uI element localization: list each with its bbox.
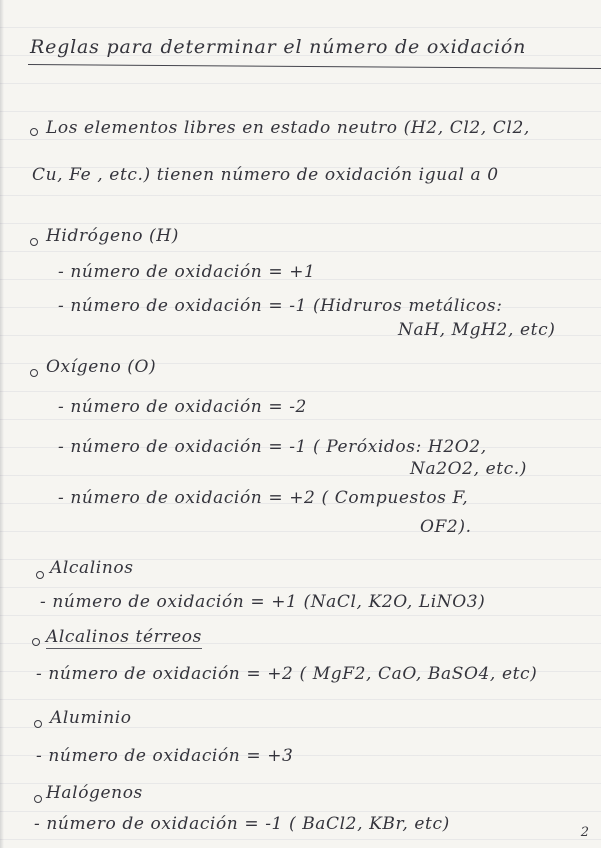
bullet-icon: [30, 238, 38, 246]
intro-line-1: Los elementos libres en estado neutro (H2, Cl2, Cl2,: [46, 118, 530, 138]
bullet-icon: [30, 369, 38, 377]
oxigeno-rule-2-continued: Na2O2, etc.): [410, 459, 528, 479]
aluminio-heading: Aluminio: [50, 708, 132, 728]
hidrogeno-heading: Hidrógeno (H): [46, 226, 179, 246]
intro-line-2: Cu, Fe , etc.) tienen número de oxidación igual a 0: [32, 165, 499, 185]
alcalinoterreos-heading-text: Alcalinos térreos: [46, 627, 202, 647]
bullet-icon: [34, 795, 42, 803]
page-fold-shadow: [0, 0, 4, 848]
alcalinoterreos-rule-1: - número de oxidación = +2 ( MgF2, CaO, BaSO4, etc): [36, 664, 538, 684]
page-title: Reglas para determinar el número de oxidación: [30, 36, 527, 58]
alcalinos-heading: Alcalinos: [50, 558, 134, 578]
bullet-icon: [32, 638, 40, 646]
oxigeno-rule-3: - número de oxidación = +2 ( Compuestos F,: [58, 488, 469, 508]
halogenos-rule-1: - número de oxidación = -1 ( BaCl2, KBr, etc): [34, 814, 450, 834]
alcalinoterreos-heading: [46, 627, 202, 647]
oxigeno-rule-3-continued: OF2).: [420, 517, 472, 537]
alcalinos-rule-1: - número de oxidación = +1 (NaCl, K2O, LiNO3): [40, 592, 486, 612]
hidrogeno-rule-2: - número de oxidación = -1 (Hidruros metálicos:: [58, 296, 503, 316]
oxigeno-rule-2: - número de oxidación = -1 ( Peróxidos: H2O2,: [58, 437, 487, 457]
oxigeno-heading: Oxígeno (O): [46, 357, 157, 377]
aluminio-rule-1: - número de oxidación = +3: [36, 746, 294, 766]
oxigeno-rule-1: - número de oxidación = -2: [58, 397, 307, 417]
bullet-icon: [36, 571, 44, 579]
bullet-icon: [30, 128, 38, 136]
hidrogeno-rule-2-continued: NaH, MgH2, etc): [398, 320, 556, 340]
bullet-icon: [34, 720, 42, 728]
halogenos-heading: Halógenos: [46, 783, 143, 803]
page-number: 2: [580, 825, 589, 840]
hidrogeno-rule-1: - número de oxidación = +1: [58, 262, 316, 282]
